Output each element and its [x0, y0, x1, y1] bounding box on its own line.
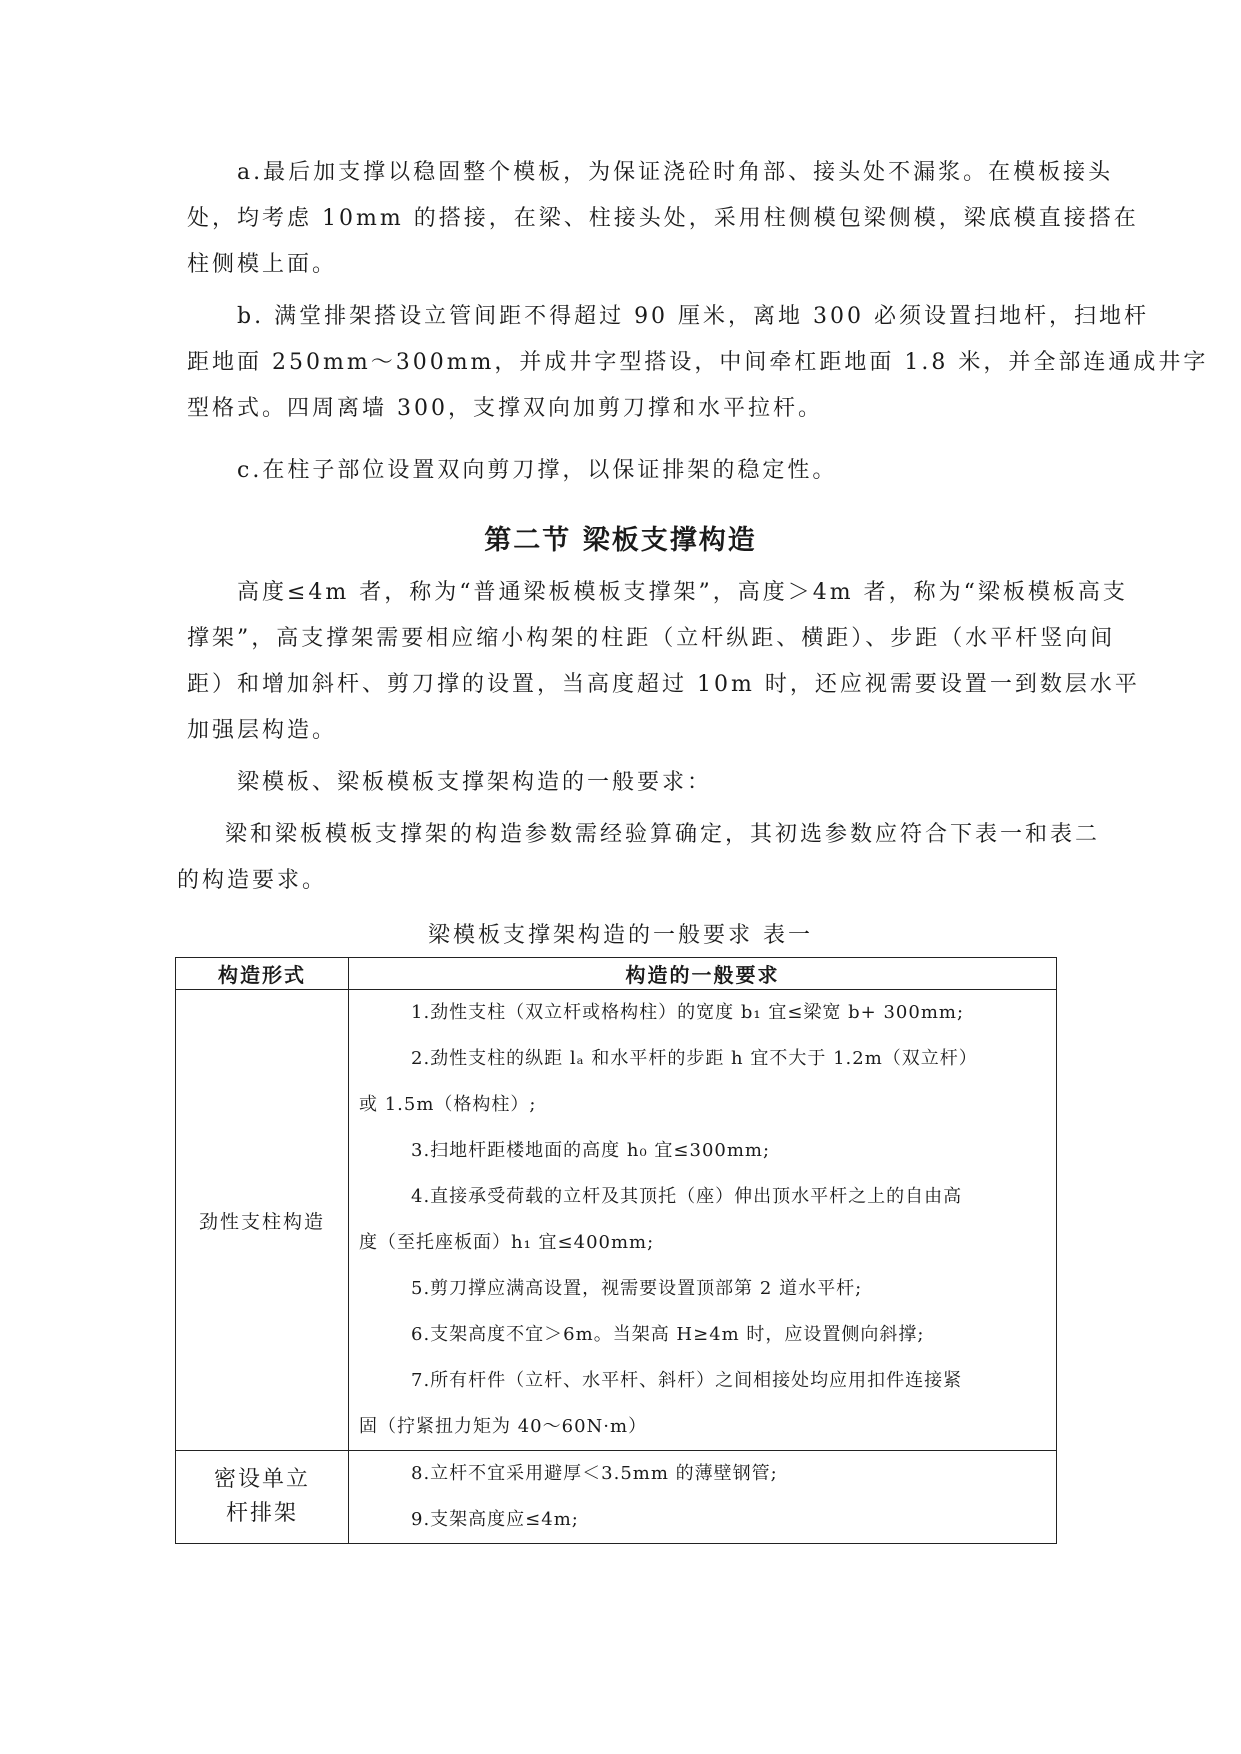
section-para-3-line-2: 的构造要求。 [177, 868, 328, 893]
section-para-1-line-4: 加强层构造。 [187, 718, 338, 743]
requirement-item-continuation: 度（至托座板面）h₁ 宜≤400mm; [359, 1232, 655, 1253]
row-form-line: 杆排架 [225, 1501, 298, 1526]
section-para-3-line-1: 梁和梁板模板支撑架的构造参数需经验算确定，其初选参数应符合下表一和表二 [225, 822, 1101, 847]
requirement-item: 8.立杆不宜采用避厚＜3.5mm 的薄壁钢管; [411, 1463, 778, 1484]
para-a-line-3: 柱侧模上面。 [187, 252, 338, 277]
table-header-row [176, 958, 1057, 990]
requirement-item: 9.支架高度应≤4m; [411, 1509, 579, 1530]
para-b-line-1: b. 满堂排架搭设立管间距不得超过 90 厘米，离地 300 必须设置扫地杆，扫地杆 [237, 304, 1150, 329]
para-b-line-2: 距地面 250mm～300mm，并成井字型搭设，中间牵杠距地面 1.8 米，并全部连通成井字 [187, 350, 1209, 375]
section-para-2-line-1: 梁模板、梁板模板支撑架构造的一般要求： [237, 770, 713, 795]
section-para-1-line-2: 撑架”，高支撑架需要相应缩小构架的柱距（立杆纵距、横距）、步距（水平杆竖向间 [187, 626, 1116, 651]
para-a-line-1: a.最后加支撑以稳固整个模板，为保证浇砼时角部、接头处不漏浆。在模板接头 [237, 160, 1114, 185]
construction-requirements-table [175, 957, 1057, 1544]
row-form-cell [176, 1451, 349, 1544]
table-header-form: 构造形式 [176, 958, 349, 990]
requirement-item: 6.支架高度不宜＞6m。当架高 H≥4m 时，应设置侧向斜撑; [411, 1324, 925, 1345]
para-a-line-2: 处，均考虑 10mm 的搭接，在梁、柱接头处，采用柱侧模包梁侧模，梁底模直接搭在 [187, 206, 1139, 231]
requirement-item-continuation: 固（拧紧扭力矩为 40～60N·m） [359, 1416, 648, 1437]
requirement-item: 1.劲性支柱（双立杆或格构柱）的宽度 b₁ 宜≤梁宽 b+ 300mm; [411, 1002, 965, 1023]
section-para-1-line-1: 高度≤4m 者，称为“普通梁板模板支撑架”，高度＞4m 者，称为“梁板模板高支 [237, 580, 1128, 605]
row-requirements-cell [349, 990, 1057, 1451]
requirement-item: 5.剪刀撑应满高设置，视需要设置顶部第 2 道水平杆; [411, 1278, 863, 1299]
table-row [176, 1451, 1057, 1544]
row-form-cell: 劲性支柱构造 [176, 990, 349, 1451]
row-requirements-cell [349, 1451, 1057, 1544]
requirement-item: 4.直接承受荷载的立杆及其顶托（座）伸出顶水平杆之上的自由高 [411, 1186, 963, 1207]
para-b-line-3: 型格式。四周离墙 300，支撑双向加剪刀撑和水平拉杆。 [187, 396, 823, 421]
requirement-item: 7.所有杆件（立杆、水平杆、斜杆）之间相接处均应用扣件连接紧 [411, 1370, 963, 1391]
requirement-item-continuation: 或 1.5m（格构柱）; [359, 1094, 537, 1115]
section-para-1-line-3: 距）和增加斜杆、剪刀撑的设置，当高度超过 10m 时，还应视需要设置一到数层水平 [187, 672, 1140, 697]
row-form-line: 密设单立 [213, 1467, 310, 1492]
requirement-item: 3.扫地杆距楼地面的高度 h₀ 宜≤300mm; [411, 1140, 771, 1161]
section-heading: 第二节 梁板支撑构造 [484, 525, 757, 556]
table-header-requirements: 构造的一般要求 [349, 958, 1057, 990]
table-row [176, 990, 1057, 1451]
table-caption: 梁模板支撑架构造的一般要求 表一 [428, 923, 813, 948]
requirement-item: 2.劲性支柱的纵距 lₐ 和水平杆的步距 h 宜不大于 1.2m（双立杆） [411, 1048, 978, 1069]
para-c-line-1: c.在柱子部位设置双向剪刀撑，以保证排架的稳定性。 [237, 458, 838, 483]
